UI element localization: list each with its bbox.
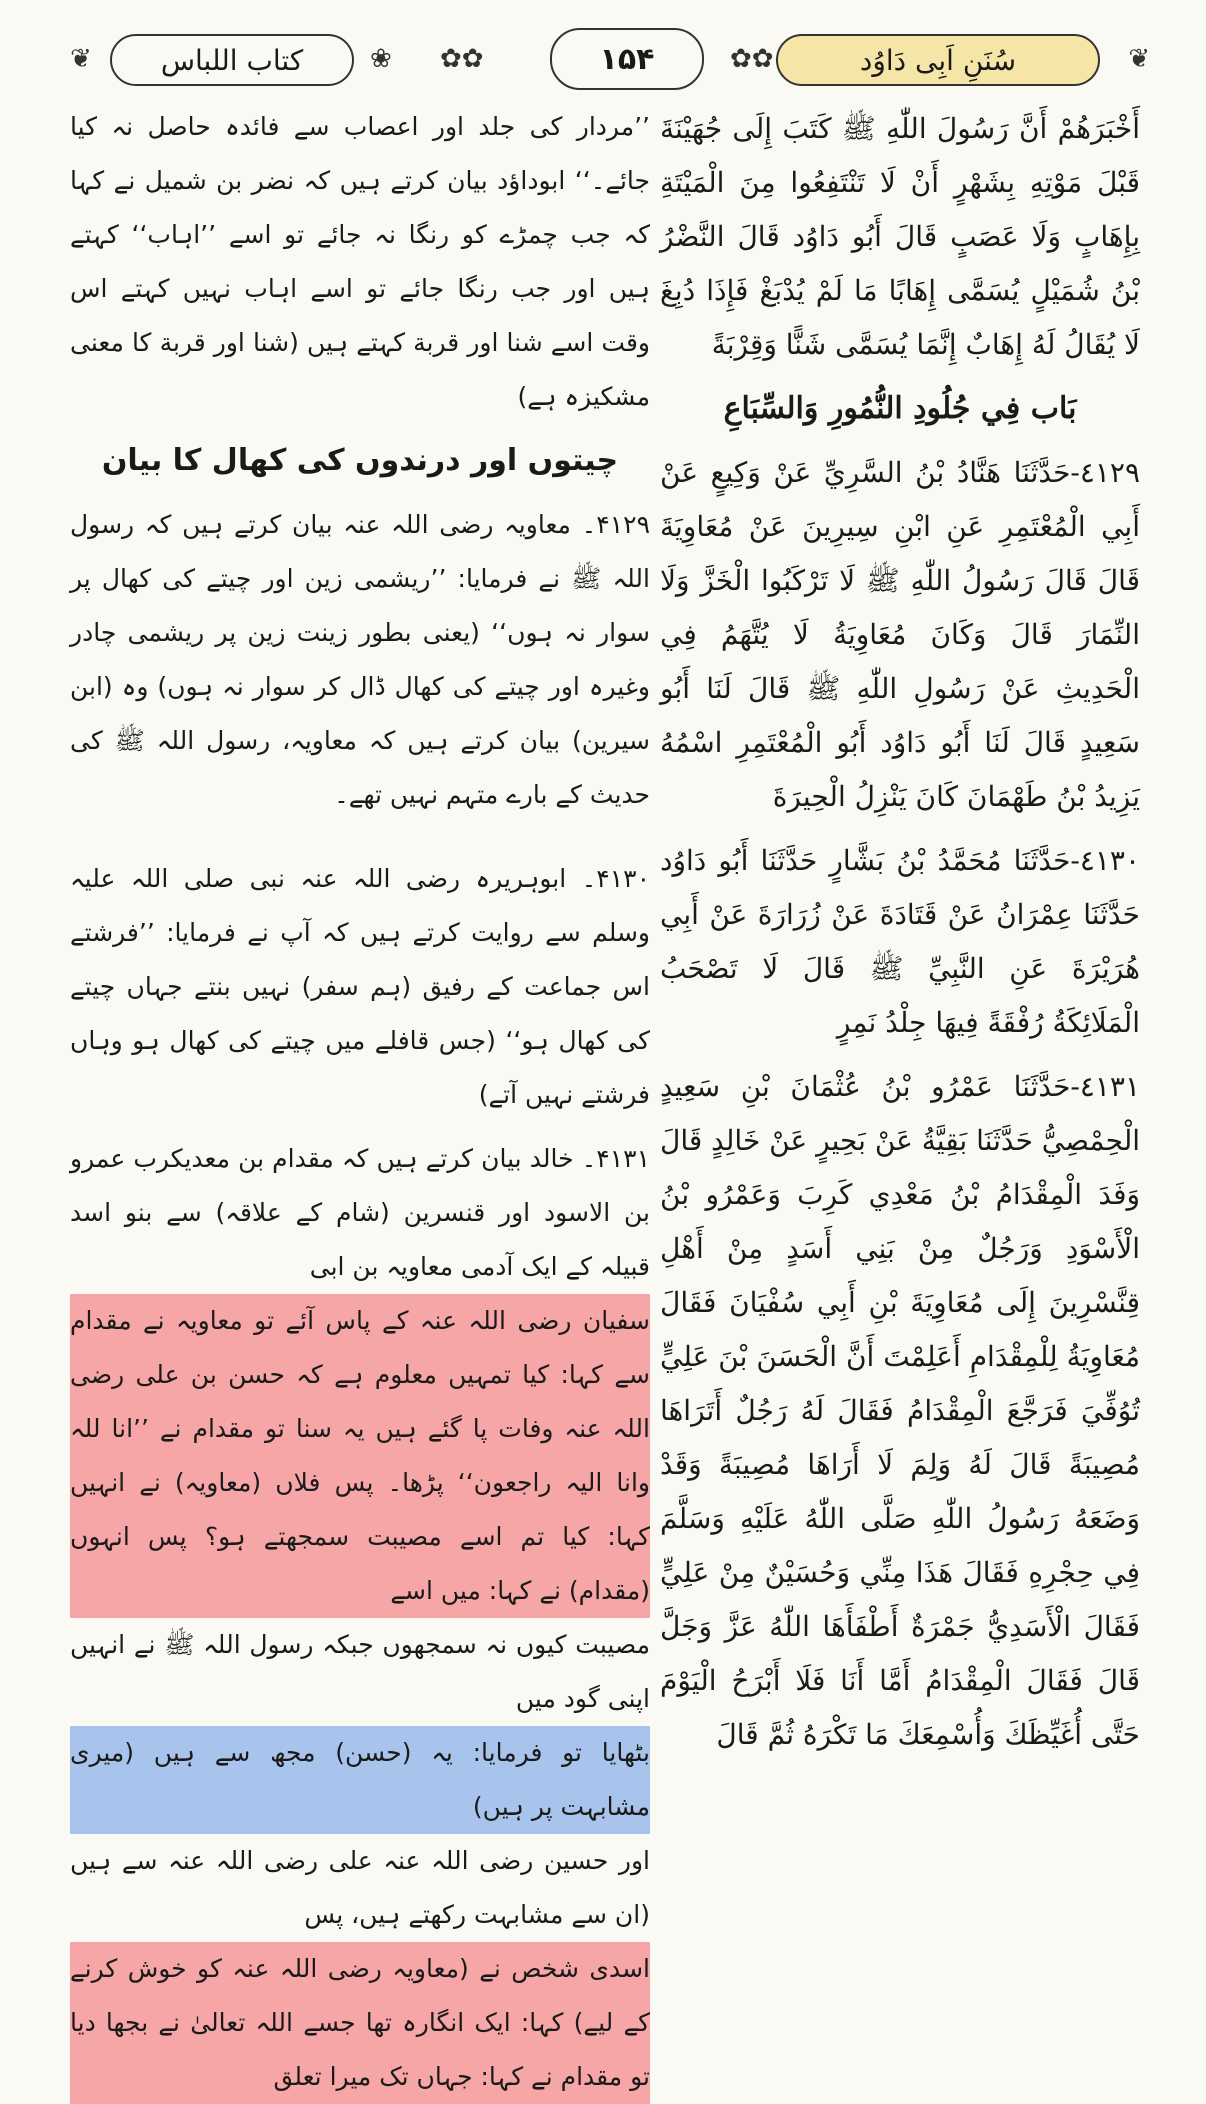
- highlight-red-passage: سفیان رضی اللہ عنہ کے پاس آئے تو معاویہ نے مقدام سے کہا: کیا تمہیں معلوم ہے کہ حسن بن علی رضی اللہ عنہ وفات پا گئے ہیں یہ سنا تو مقدام نے ’’انا للہ وانا الیہ راجعون‘‘ پڑھا۔ پس فلاں (معاویہ) نے انہیں کہا: کیا تم اسے مصیبت سمجھتے ہو؟ پس انہوں (مقدام) نے کہا: میں اسے: [70, 1294, 650, 1618]
- arabic-chapter-heading: بَاب فِي جُلُودِ النُّمُورِ وَالسِّبَاعِ: [723, 391, 1077, 426]
- chapter-title: کتاب اللباس: [160, 43, 304, 77]
- arabic-column: [660, 102, 1140, 1772]
- arabic-hadith-4129: ٤١٢٩-حَدَّثَنَا هَنَّادُ بْنُ السَّرِيِّ عَنْ وَكِيعٍ عَنْ أَبِي الْمُعْتَمِرِ عَنِ ابْنِ سِيرِينَ عَنْ مُعَاوِيَةَ قَالَ قَالَ رَسُولُ اللّٰهِ ﷺ لَا تَرْكَبُوا الْخَزَّ وَلَا النِّمَارَ قَالَ وَكَانَ مُعَاوِيَةُ لَا يُتَّهَمُ فِي الْحَدِيثِ عَنْ رَسُولِ اللّٰهِ ﷺ قَالَ لَنَا أَبُو سَعِيدٍ قَالَ لَنَا أَبُو دَاوُد أَبُو الْمُعْتَمِرِ اسْمُهُ يَزِيدُ بْنُ طَهْمَانَ كَانَ يَنْزِلُ الْحِيرَةَ: [660, 456, 1140, 813]
- arabic-hadith-4130: ٤١٣٠-حَدَّثَنَا مُحَمَّدُ بْنُ بَشَّارٍ حَدَّثَنَا أَبُو دَاوُد حَدَّثَنَا عِمْرَانُ عَنْ قَتَادَةَ عَنْ زُرَارَةَ عَنْ أَبِي هُرَيْرَةَ عَنِ النَّبِيِّ ﷺ قَالَ لَا تَصْحَبُ الْمَلَائِكَةُ رُفْقَةً فِيهَا جِلْدُ نَمِرٍ: [660, 844, 1140, 1039]
- arabic-paragraph: أَخْبَرَهُمْ أَنَّ رَسُولَ اللّٰهِ ﷺ كَتَبَ إِلَى جُهَيْنَةَ قَبْلَ مَوْتِهِ بِشَهْرٍ أَنْ لَا تَنْتَفِعُوا مِنَ الْمَيْتَةِ بِإِهَابٍ وَلَا عَصَبٍ قَالَ أَبُو دَاوُد قَالَ النَّضْرُ بْنُ شُمَيْلٍ يُسَمَّى إِهَابًا مَا لَمْ يُدْبَغْ فَإِذَا دُبِغَ لَا يُقَالُ لَهُ إِهَابٌ إِنَّمَا يُسَمَّى شَنًّا وَقِرْبَةً: [660, 112, 1140, 361]
- chapter-title-banner: [110, 34, 354, 86]
- page-header: [70, 18, 1150, 104]
- book-title-banner: [776, 34, 1100, 86]
- urdu-hadith-4130: ۴۱۳۰۔ ابوہریرہ رضی اللہ عنہ نبی صلی اللہ علیہ وسلم سے روایت کرتے ہیں کہ آپ نے فرمایا: ’’فرشتے اس جماعت کے رفیق (ہم سفر) نہیں بنتے جہاں چیتے کی کھال ہو‘‘ (جس قافلے میں چیتے کی کھال ہو وہاں فرشتے نہیں آتے): [70, 864, 650, 1109]
- urdu-hadith-4131-line: اور حسین رضی اللہ عنہ علی رضی اللہ عنہ سے ہیں (ان سے مشابہت رکھتے ہیں، پس: [70, 1846, 650, 1929]
- urdu-column: [70, 100, 650, 2104]
- ornament-icon: ✿✿: [440, 44, 484, 74]
- ornament-icon: ❦: [1128, 44, 1150, 74]
- ornament-icon: ❦: [70, 44, 92, 74]
- arabic-hadith-4131: ٤١٣١-حَدَّثَنَا عَمْرُو بْنُ عُثْمَانَ بْنِ سَعِيدٍ الْحِمْصِيُّ حَدَّثَنَا بَقِيَّةُ عَنْ بَحِيرٍ عَنْ خَالِدٍ قَالَ وَفَدَ الْمِقْدَامُ بْنُ مَعْدِي كَرِبَ وَعَمْرُو بْنُ الْأَسْوَدِ وَرَجُلٌ مِنْ بَنِي أَسَدٍ مِنْ أَهْلِ قِنَّسْرِينَ إِلَى مُعَاوِيَةَ بْنِ أَبِي سُفْيَانَ فَقَالَ مُعَاوِيَةُ لِلْمِقْدَامِ أَعَلِمْتَ أَنَّ الْحَسَنَ بْنَ عَلِيٍّ تُوُفِّيَ فَرَجَّعَ الْمِقْدَامُ فَقَالَ لَهُ رَجُلٌ أَتَرَاهَا مُصِيبَةً قَالَ لَهُ وَلِمَ لَا أَرَاهَا مُصِيبَةً وَقَدْ وَضَعَهُ رَسُولُ اللّٰهِ صَلَّى اللّٰهُ عَلَيْهِ وَسَلَّمَ فِي حِجْرِهِ فَقَالَ هَذَا مِنِّي وَحُسَيْنٌ مِنْ عَلِيٍّ فَقَالَ الْأَسَدِيُّ جَمْرَةٌ أَطْفَأَهَا اللّٰهُ عَزَّ وَجَلَّ قَالَ فَقَالَ الْمِقْدَامُ أَمَّا أَنَا فَلَا أَبْرَحُ الْيَوْمَ حَتَّى أُغَيِّظَكَ وَأُسْمِعَكَ مَا تَكْرَهُ ثُمَّ قَالَ: [660, 1070, 1140, 1751]
- page-number: ۱۵۴: [599, 41, 655, 77]
- urdu-hadith-4131-line: مصیبت کیوں نہ سمجھوں جبکہ رسول اللہ ﷺ نے انہیں اپنی گود میں: [70, 1630, 650, 1713]
- ornament-icon: ❀: [370, 44, 392, 74]
- highlight-red-passage: اسدی شخص نے (معاویہ رضی اللہ عنہ کو خوش کرنے کے لیے) کہا: ایک انگارہ تھا جسے اللہ تعالیٰ نے بجھا دیا تو مقدام نے کہا: جہاں تک میرا تعلق: [70, 1942, 650, 2104]
- urdu-hadith-4129: ۴۱۲۹۔ معاویہ رضی اللہ عنہ بیان کرتے ہیں کہ رسول اللہ ﷺ نے فرمایا: ’’ریشمی زین اور چیتے کی کھال پر سوار نہ ہوں‘‘ (یعنی بطور زینت زین پر ریشمی چادر وغیرہ اور چیتے کی کھال ڈال کر سوار نہ ہوں) وہ (ابن سیرین) بیان کرتے ہیں کہ معاویہ، رسول اللہ ﷺ کی حدیث کے بارے متہم نہیں تھے۔: [70, 510, 650, 809]
- ornament-icon: ✿✿: [730, 44, 774, 74]
- page-number-box: [550, 28, 704, 90]
- urdu-paragraph: ’’مردار کی جلد اور اعصاب سے فائدہ حاصل نہ کیا جائے۔‘‘ ابوداؤد بیان کرتے ہیں کہ نضر بن شمیل نے کہا کہ جب چمڑے کو رنگا نہ جائے تو اسے ’’اہاب‘‘ کہتے ہیں اور جب رنگا جائے تو اسے اہاب نہیں کہتے اس وقت اسے شنا اور قربة کہتے ہیں (شنا اور قربة کا معنی مشکیزہ ہے): [70, 112, 650, 411]
- urdu-chapter-heading: چیتوں اور درندوں کی کھال کا بیان: [101, 443, 619, 478]
- urdu-hadith-4131-intro: ۴۱۳۱۔ خالد بیان کرتے ہیں کہ مقدام بن معدیکرب عمرو بن الاسود اور قنسرین (شام کے علاقہ) سے بنو اسد قبیلہ کے ایک آدمی معاویہ بن ابی: [70, 1144, 650, 1281]
- book-title: سُنَنِ اَبِی دَاوُد: [859, 43, 1017, 77]
- highlight-blue-passage: بٹھایا تو فرمایا: یہ (حسن) مجھ سے ہیں (میری مشابہت پر ہیں): [70, 1726, 650, 1834]
